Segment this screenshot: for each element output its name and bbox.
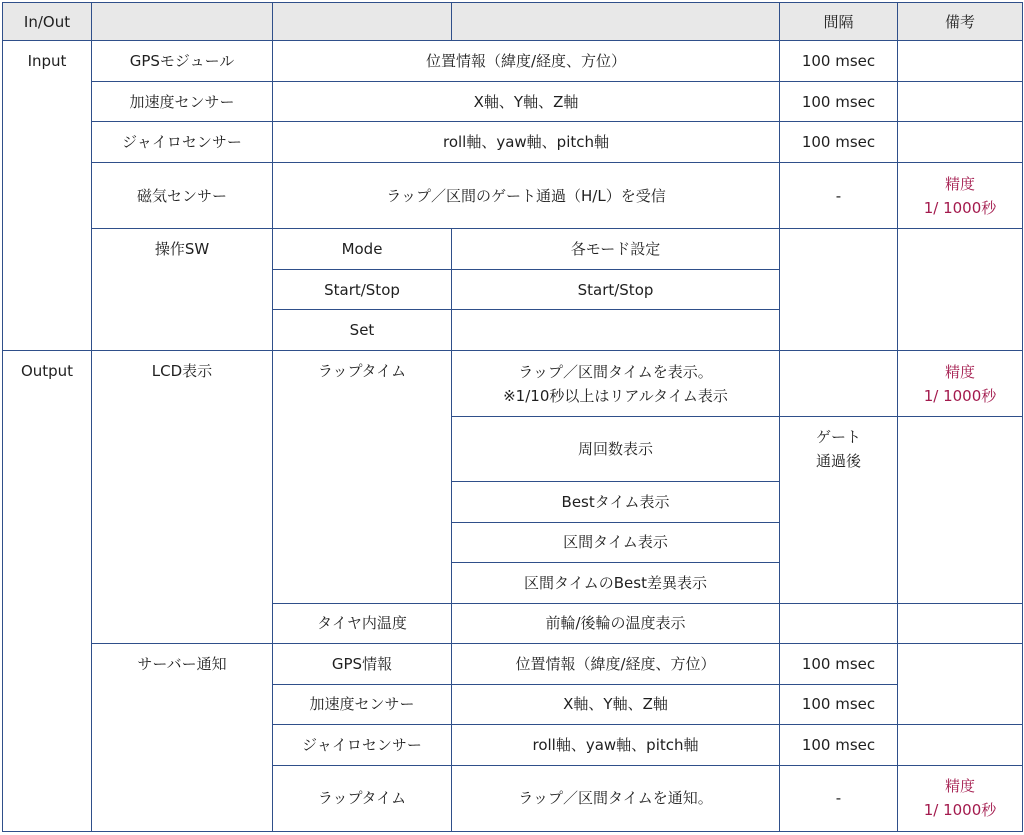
output-server-name: サーバー通知 <box>92 643 273 831</box>
input-gyro-interval: 100 msec <box>780 122 898 163</box>
output-server-gyro-note <box>898 724 1023 765</box>
input-mag-note: 精度 1/ 1000秒 <box>898 163 1023 229</box>
output-server-accel-desc: X軸、Y軸、Z軸 <box>452 684 780 724</box>
input-gyro-desc: roll軸、yaw軸、pitch軸 <box>273 122 780 163</box>
output-server-gps-desc: 位置情報（緯度/経度、方位） <box>452 643 780 684</box>
header-blank-3 <box>452 3 780 41</box>
input-accel-name: 加速度センサー <box>92 82 273 122</box>
output-lcd-best-desc: Bestタイム表示 <box>452 481 780 522</box>
input-sw-desc: 各モード設定 <box>452 229 780 270</box>
input-gps-interval: 100 msec <box>780 41 898 82</box>
input-sw-sub: Start/Stop <box>273 270 452 310</box>
input-gps-note <box>898 41 1023 82</box>
input-mag-interval: - <box>780 163 898 229</box>
output-server-gyro-desc: roll軸、yaw軸、pitch軸 <box>452 724 780 765</box>
output-lcd-lap-desc: ラップ／区間タイムを表示。 ※1/10秒以上はリアルタイム表示 <box>452 351 780 417</box>
input-sw-desc: Start/Stop <box>452 270 780 310</box>
input-sw-desc <box>452 310 780 351</box>
output-server-lap-interval: - <box>780 765 898 831</box>
table-row <box>3 41 1023 82</box>
table-row <box>3 351 1023 417</box>
header-row <box>3 3 1023 41</box>
input-mag-desc: ラップ／区間のゲート通過（H/L）を受信 <box>273 163 780 229</box>
output-lcd-lap-sub: ラップタイム <box>273 351 452 603</box>
output-server-lap-desc: ラップ／区間タイムを通知。 <box>452 765 780 831</box>
table-row <box>3 163 1023 229</box>
output-lcd-lap-note: 精度 1/ 1000秒 <box>898 351 1023 417</box>
output-group-label: Output <box>3 351 92 832</box>
output-lcd-tire-note <box>898 603 1023 643</box>
input-accel-note <box>898 82 1023 122</box>
output-server-gps-sub: GPS情報 <box>273 643 452 684</box>
output-server-lap-note: 精度 1/ 1000秒 <box>898 765 1023 831</box>
input-sw-name: 操作SW <box>92 229 273 351</box>
input-gps-name: GPSモジュール <box>92 41 273 82</box>
header-blank-2 <box>273 3 452 41</box>
output-lcd-gate-note <box>898 417 1023 603</box>
table-row <box>3 643 1023 684</box>
output-lcd-diff-desc: 区間タイムのBest差異表示 <box>452 562 780 603</box>
header-notes: 備考 <box>898 3 1023 41</box>
output-server-accel-sub: 加速度センサー <box>273 684 452 724</box>
output-server-gps-note <box>898 643 1023 724</box>
output-server-gyro-interval: 100 msec <box>780 724 898 765</box>
input-gyro-note <box>898 122 1023 163</box>
input-accel-interval: 100 msec <box>780 82 898 122</box>
output-server-gps-interval: 100 msec <box>780 643 898 684</box>
input-gyro-name: ジャイロセンサー <box>92 122 273 163</box>
output-lcd-gate-interval: ゲート 通過後 <box>780 417 898 603</box>
output-lcd-laps-desc: 周回数表示 <box>452 417 780 481</box>
input-sw-sub: Set <box>273 310 452 351</box>
table-row <box>3 229 1023 270</box>
output-lcd-tire-desc: 前輪/後輪の温度表示 <box>452 603 780 643</box>
input-mag-name: 磁気センサー <box>92 163 273 229</box>
input-accel-desc: X軸、Y軸、Z軸 <box>273 82 780 122</box>
input-sw-sub: Mode <box>273 229 452 270</box>
output-lcd-tire-sub: タイヤ内温度 <box>273 603 452 643</box>
spec-table <box>2 2 1023 832</box>
output-server-accel-interval: 100 msec <box>780 684 898 724</box>
output-lcd-tire-interval <box>780 603 898 643</box>
output-lcd-lap-interval <box>780 351 898 417</box>
header-blank-1 <box>92 3 273 41</box>
table-row <box>3 122 1023 163</box>
input-sw-note <box>898 229 1023 351</box>
input-sw-interval <box>780 229 898 351</box>
output-server-lap-sub: ラップタイム <box>273 765 452 831</box>
header-interval: 間隔 <box>780 3 898 41</box>
output-lcd-name: LCD表示 <box>92 351 273 643</box>
output-lcd-section-desc: 区間タイム表示 <box>452 522 780 562</box>
header-inout: In/Out <box>3 3 92 41</box>
input-gps-desc: 位置情報（緯度/経度、方位） <box>273 41 780 82</box>
table-row <box>3 82 1023 122</box>
input-group-label: Input <box>3 41 92 351</box>
output-server-gyro-sub: ジャイロセンサー <box>273 724 452 765</box>
